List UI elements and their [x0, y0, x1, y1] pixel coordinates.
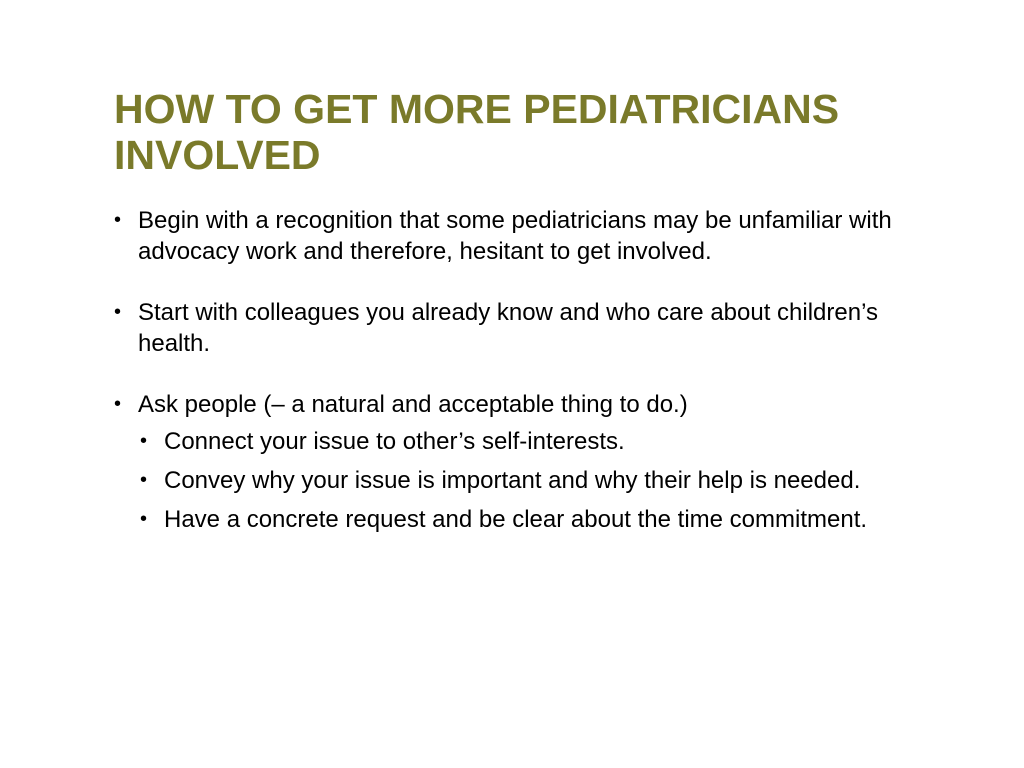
- sub-bullet-list: [114, 426, 914, 535]
- sub-bullet-text: Connect your issue to other’s self-interests.: [164, 428, 625, 455]
- slide-title: [114, 86, 974, 178]
- sub-bullet-marker: •: [140, 469, 148, 491]
- bullet-marker: •: [114, 393, 122, 415]
- bullet-item: [114, 205, 914, 267]
- sub-bullet-text: Have a concrete request and be clear about the time commitment.: [164, 506, 868, 533]
- bullet-marker: •: [114, 301, 122, 323]
- sub-bullet-marker: •: [140, 508, 148, 530]
- slide-body: [114, 205, 914, 543]
- sub-bullet-item: [114, 465, 914, 496]
- bullet-marker: •: [114, 209, 122, 231]
- sub-bullet-text: Convey why your issue is important and why their help is needed.: [164, 467, 861, 494]
- sub-bullet-marker: •: [140, 430, 148, 452]
- bullet-text: Begin with a recognition that some pediatricians may be unfamiliar with advocacy work and therefore, hesitant to get involved.: [138, 207, 892, 265]
- bullet-item: [114, 297, 914, 359]
- sub-bullet-item: [114, 426, 914, 457]
- bullet-text: Start with colleagues you already know and who care about children’s health.: [138, 299, 878, 357]
- title-line-2: INVOLVED: [114, 132, 321, 178]
- bullet-text: Ask people (– a natural and acceptable thing to do.): [138, 391, 688, 418]
- bullet-item: [114, 389, 914, 420]
- title-line-1: HOW TO GET MORE PEDIATRICIANS: [114, 86, 840, 132]
- sub-bullet-item: [114, 504, 914, 535]
